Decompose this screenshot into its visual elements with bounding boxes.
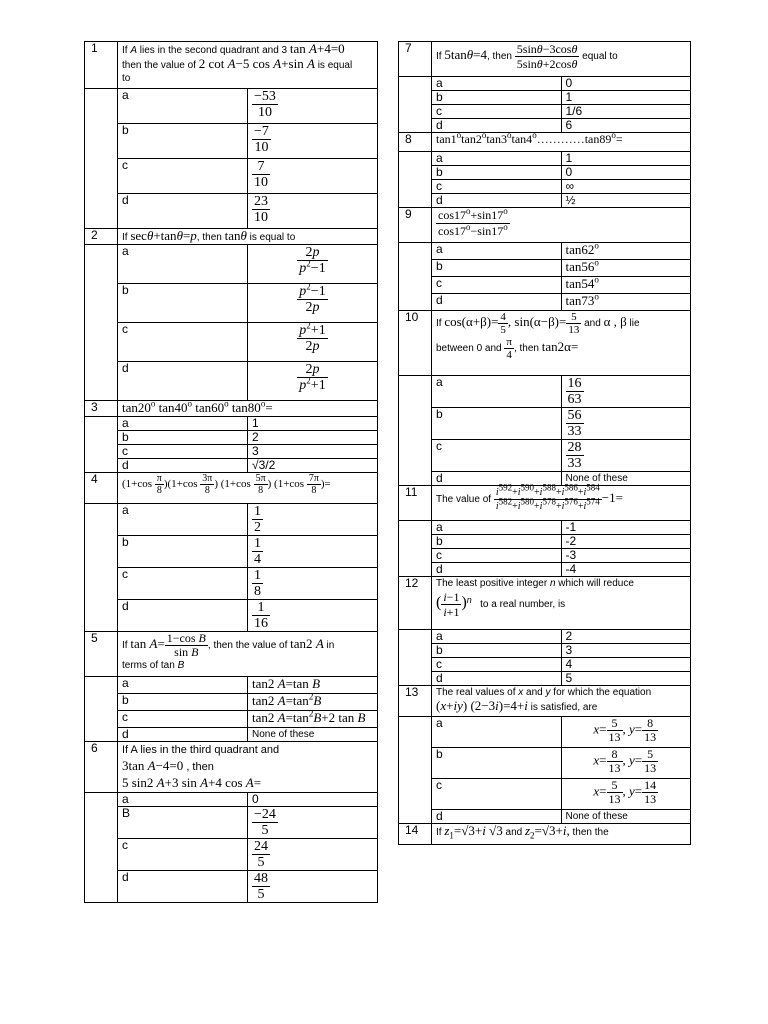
option-letter: c [432, 779, 562, 810]
option-row [399, 521, 691, 535]
option-value: x= $\frac{5}{13}$ , y= $\frac{14}{13}$ [561, 779, 691, 810]
question-number: 3 [85, 401, 118, 417]
option-row [399, 243, 691, 260]
question-number: 7 [399, 42, 432, 77]
option-value: 0 [248, 793, 378, 807]
question-text: $\tan 1^o\tan 2^o\tan 3^o\tan 4^o\dots\dots\dots\dots\tan 89^o=$ [432, 133, 691, 152]
option-value: ½ [561, 194, 691, 208]
option-letter: c [432, 658, 562, 672]
option-letter: d [432, 672, 562, 686]
option-row [399, 408, 691, 440]
option-letter: B [118, 807, 248, 839]
option-letter: a [118, 89, 248, 124]
option-value: $\frac{1}{4}$ [248, 536, 378, 568]
option-letter: d [118, 194, 248, 229]
option-value: 1 [561, 91, 691, 105]
question-number: 1 [85, 42, 118, 89]
option-value: $\frac{-24}{5}$ [248, 807, 378, 839]
option-row [85, 323, 378, 362]
question-row [399, 486, 691, 521]
question-row [85, 632, 378, 677]
option-letter: c [118, 568, 248, 600]
option-letter: b [118, 431, 248, 445]
question-row [399, 208, 691, 243]
option-row [399, 277, 691, 294]
option-value: $\frac{1}{2}$ [248, 504, 378, 536]
option-value: -1 [561, 521, 691, 535]
question-text: tan20$^o$ tan40$^o$ tan60$^o$ $\tan 80^o=$ [118, 401, 378, 417]
option-row [85, 89, 378, 124]
question-text: The least positive integer n which will reduce ( $\frac{i-1}{i+1}$ )$^n$ to a real number, is [432, 577, 691, 630]
question-text: If A lies in the second quadrant and 3 tan A+4=0 then the value of 2 cot A−5 cos A+sin A is equal to [118, 42, 378, 89]
option-value: $\frac{28}{33}$ [561, 440, 691, 472]
right-question-table [398, 41, 691, 845]
option-letter: b [432, 91, 562, 105]
option-letter: d [118, 871, 248, 903]
option-letter: c [432, 440, 562, 472]
option-letter: a [118, 417, 248, 431]
option-value: 6 [561, 119, 691, 133]
option-value: 1 [561, 152, 691, 166]
question-row [85, 229, 378, 245]
option-row [399, 376, 691, 408]
option-value: tan62$^o$ [561, 243, 691, 260]
option-row [85, 871, 378, 903]
option-value: tan54$^o$ [561, 277, 691, 294]
option-letter: d [432, 294, 562, 311]
option-value: $\frac{23}{10}$ [248, 194, 378, 229]
option-value: x= $\frac{8}{13}$ , y= $\frac{5}{13}$ [561, 748, 691, 779]
question-number: 2 [85, 229, 118, 245]
option-row [85, 445, 378, 459]
option-value: √3/2 [248, 459, 378, 473]
option-letter: c [432, 549, 562, 563]
option-row [85, 124, 378, 159]
option-row [85, 459, 378, 473]
question-row [85, 42, 378, 89]
option-letter: a [432, 717, 562, 748]
option-row [85, 728, 378, 742]
question-number: 5 [85, 632, 118, 677]
question-number: 9 [399, 208, 432, 243]
option-row [85, 536, 378, 568]
option-value: $\frac{-7}{10}$ [248, 124, 378, 159]
question-row [399, 824, 691, 845]
option-letter: b [432, 408, 562, 440]
option-row [85, 417, 378, 431]
option-letter: b [118, 694, 248, 711]
option-value: tan56$^o$ [561, 260, 691, 277]
option-row [85, 600, 378, 632]
option-letter: c [118, 711, 248, 728]
right-question-column [398, 41, 691, 845]
left-question-table [84, 41, 378, 903]
option-row [85, 159, 378, 194]
option-value: 3 [248, 445, 378, 459]
option-letter: d [432, 472, 562, 486]
option-row [85, 284, 378, 323]
question-number: 8 [399, 133, 432, 152]
question-row [85, 742, 378, 793]
option-row [399, 549, 691, 563]
option-letter: c [432, 277, 562, 294]
question-text: If secθ+tanθ=p, then tanθ is equal to [118, 229, 378, 245]
option-row [399, 644, 691, 658]
option-letter: a [432, 243, 562, 260]
option-value: -3 [561, 549, 691, 563]
option-value: $\frac{1}{8}$ [248, 568, 378, 600]
option-row [85, 793, 378, 807]
option-row [399, 672, 691, 686]
option-value: $\frac{48}{5}$ [248, 871, 378, 903]
question-number: 14 [399, 824, 432, 845]
question-number: 13 [399, 686, 432, 717]
option-letter: d [432, 119, 562, 133]
question-row [85, 401, 378, 417]
question-number: 11 [399, 486, 432, 521]
question-row [399, 577, 691, 630]
option-row [399, 77, 691, 91]
option-row [399, 260, 691, 277]
option-row [85, 431, 378, 445]
option-letter: c [432, 105, 562, 119]
option-value: $\frac{2p}{p^2-1}$ [248, 245, 378, 284]
option-row [399, 180, 691, 194]
option-value: 1/6 [561, 105, 691, 119]
option-letter: b [432, 748, 562, 779]
option-value: 3 [561, 644, 691, 658]
option-letter: a [432, 630, 562, 644]
option-letter: a [432, 152, 562, 166]
option-row [85, 245, 378, 284]
option-letter: d [432, 810, 562, 824]
option-row [399, 810, 691, 824]
option-row [85, 362, 378, 401]
option-letter: b [432, 535, 562, 549]
option-letter: c [118, 839, 248, 871]
option-row [399, 535, 691, 549]
question-row [399, 686, 691, 717]
option-value: $\frac{56}{33}$ [561, 408, 691, 440]
option-value: 2 [561, 630, 691, 644]
option-row [85, 568, 378, 600]
option-value: 5 [561, 672, 691, 686]
question-text: If $z_1=√3+i$ √3 and $z_2=√3+i$, then the [432, 824, 691, 845]
option-row [399, 440, 691, 472]
question-row [399, 311, 691, 376]
option-value: 0 [561, 166, 691, 180]
option-row [399, 119, 691, 133]
option-letter: a [118, 504, 248, 536]
question-number: 4 [85, 473, 118, 504]
question-text: The real values of x and y for which the equation (x+iy) (2−3i)=4+i is satisfied, are [432, 686, 691, 717]
option-letter: a [432, 521, 562, 535]
option-letter: b [432, 166, 562, 180]
option-row [85, 711, 378, 728]
option-value: 0 [561, 77, 691, 91]
question-number: 6 [85, 742, 118, 793]
option-value: ∞ [561, 180, 691, 194]
option-value: None of these [561, 472, 691, 486]
question-number: 10 [399, 311, 432, 376]
option-value: $\frac{p^2+1}{2p}$ [248, 323, 378, 362]
option-letter: b [118, 284, 248, 323]
option-value: $\frac{p^2-1}{2p}$ [248, 284, 378, 323]
option-row [399, 563, 691, 577]
option-row [399, 717, 691, 748]
option-letter: d [432, 563, 562, 577]
question-text: If cos(α+β)= $\frac{4}{5}$ , sin(α−β)= $\frac{5}{13}$ and α , β lie between 0 and $\frac{\pi}{4}$ , then tan2α= [432, 311, 691, 376]
option-value: tan2 $A=\tan^2B$ [248, 694, 378, 711]
option-value: $\frac{2p}{p^2+1}$ [248, 362, 378, 401]
question-text: (1+cos $\frac{\pi}{8}$ )(1+cos $\frac{3\pi}{8}$ ) (1+cos $\frac{5\pi}{8}$ ) (1+cos $\frac{7\pi}{8}$ )= [118, 473, 378, 504]
option-row [399, 630, 691, 644]
option-letter: a [432, 376, 562, 408]
question-text: If tan A= $\frac{\text{1−cos B}}{\text{sin B}}$ , then the value of tan2 A in terms of tan B [118, 632, 378, 677]
option-letter: b [118, 536, 248, 568]
left-question-column [84, 41, 378, 903]
option-value: None of these [248, 728, 378, 742]
question-text: The value of $\frac{i^{592}+i^{590}+i^{588}+i^{586}+i^{584}}{i^{582}+i^{580}+i^{578}+i^{576}+i^{574}}$ −1= [432, 486, 691, 521]
option-letter: c [432, 180, 562, 194]
option-value: $\frac{1}{16}$ [248, 600, 378, 632]
question-text: If A lies in the third quadrant and 3tan A−4=0 , then 5 sin2 A+3 sin A+4 cos A= [118, 742, 378, 793]
option-letter: c [118, 159, 248, 194]
option-row [399, 152, 691, 166]
option-letter: a [118, 245, 248, 284]
option-value: tan2 $A=\tan^2B+2$ tan B [248, 711, 378, 728]
question-row [399, 133, 691, 152]
option-letter: a [432, 77, 562, 91]
question-number: 12 [399, 577, 432, 630]
option-row [399, 294, 691, 311]
question-text: If 5tanθ=4, then $\frac{5\sin\theta-3\cos\theta}{5\sin\theta+2\cos\theta}$ equal to [432, 42, 691, 77]
option-row [85, 194, 378, 229]
question-text: $\frac{\cos 17^o+\sin 17^o}{\cos 17^o-\sin 17^o}$ [432, 208, 691, 243]
option-row [85, 694, 378, 711]
option-letter: d [118, 600, 248, 632]
option-value: 1 [248, 417, 378, 431]
option-letter: b [432, 260, 562, 277]
option-row [399, 748, 691, 779]
option-value: $\frac{16}{63}$ [561, 376, 691, 408]
question-row [85, 473, 378, 504]
option-value: None of these [561, 810, 691, 824]
option-row [85, 504, 378, 536]
option-value: tan2 A=tan B [248, 677, 378, 694]
option-row [399, 658, 691, 672]
option-value: 2 [248, 431, 378, 445]
option-value: 4 [561, 658, 691, 672]
option-row [85, 677, 378, 694]
option-row [399, 91, 691, 105]
option-value: tan73$^o$ [561, 294, 691, 311]
option-letter: a [118, 677, 248, 694]
option-row [399, 105, 691, 119]
option-value: -2 [561, 535, 691, 549]
option-letter: d [118, 459, 248, 473]
option-row [399, 166, 691, 180]
option-row [85, 807, 378, 839]
option-row [399, 779, 691, 810]
option-value: $\frac{24}{5}$ [248, 839, 378, 871]
option-value: -4 [561, 563, 691, 577]
option-letter: d [432, 194, 562, 208]
option-letter: d [118, 362, 248, 401]
question-row [399, 42, 691, 77]
option-value: $\frac{7}{10}$ [248, 159, 378, 194]
option-letter: c [118, 445, 248, 459]
option-letter: c [118, 323, 248, 362]
option-row [399, 194, 691, 208]
option-letter: a [118, 793, 248, 807]
option-letter: b [432, 644, 562, 658]
option-letter: b [118, 124, 248, 159]
option-value: $\frac{-53}{10}$ [248, 89, 378, 124]
option-value: x= $\frac{5}{13}$ , y= $\frac{8}{13}$ [561, 717, 691, 748]
option-letter: d [118, 728, 248, 742]
option-row [85, 839, 378, 871]
